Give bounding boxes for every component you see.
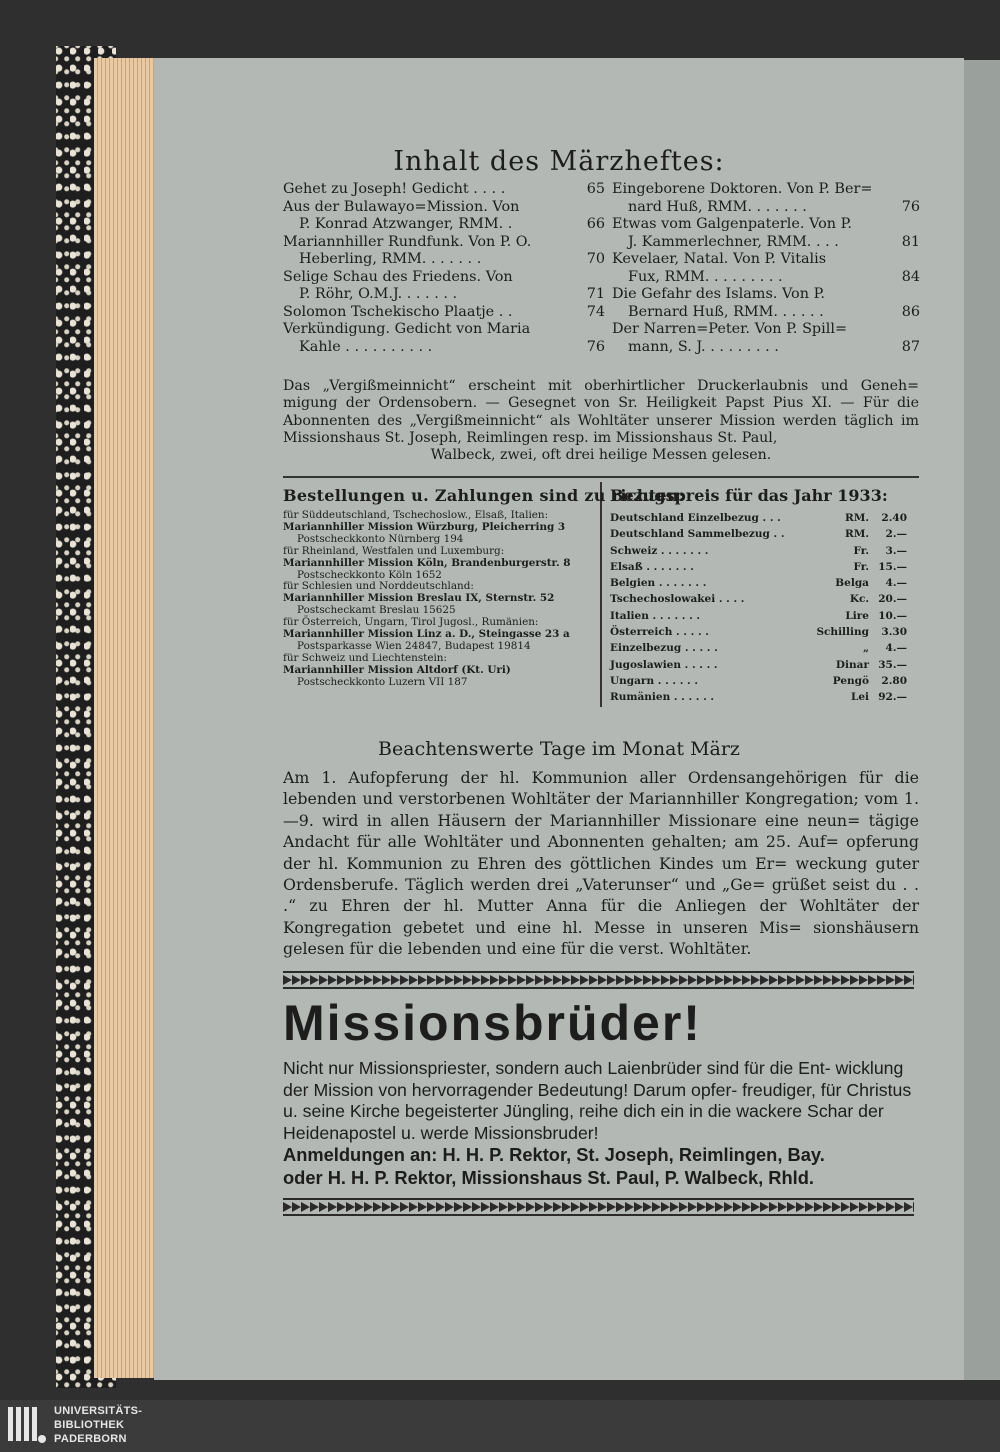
toc-page-number: 70 — [586, 251, 605, 267]
toc-entry-line — [612, 251, 920, 269]
price-currency: RM. — [844, 528, 869, 541]
price-amount: 10.— — [878, 609, 907, 622]
price-country: Rumänien . . . . . . — [610, 691, 715, 704]
toc-entry-line — [283, 216, 605, 234]
price-country: Jugoslawien . . . . . — [610, 658, 718, 671]
price-amount: 20.— — [878, 593, 907, 606]
price-currency: Fr. — [853, 544, 869, 557]
page-edges — [94, 58, 156, 1378]
order-region: für Österreich, Ungarn, Tirol Jugosl., Rumänien: — [283, 616, 539, 629]
order-address: Mariannhiller Mission Linz a. D., Steingasse 23 a — [283, 628, 570, 641]
price-currency: Belga — [835, 577, 869, 590]
toc-entry-line — [612, 216, 920, 234]
price-country: Elsaß . . . . . . . — [610, 560, 694, 573]
toc-page-number: 86 — [901, 303, 920, 320]
missions-paragraph — [283, 1058, 919, 1189]
toc-entry-line — [283, 321, 605, 339]
order-region: für Schweiz und Liechtenstein: — [283, 651, 447, 664]
toc-entry-text: Aus der Bulawayo=Mission. Von — [283, 198, 520, 215]
price-row — [610, 559, 907, 575]
toc-left-column — [283, 181, 605, 356]
price-amount: 3.30 — [881, 626, 907, 639]
toc-entry-text: Fux, RMM. . . . . . . . . — [628, 268, 783, 285]
price-country: Deutschland Sammelbezug . . — [610, 528, 785, 541]
divider-line — [283, 476, 919, 478]
library-name-line3: PADERBORN — [54, 1433, 127, 1445]
price-country: Belgien . . . . . . . — [610, 577, 707, 590]
toc-entry-text: Eingeborene Doktoren. Von P. Ber= — [612, 181, 873, 197]
days-title: Beachtenswerte Tage im Monat März — [378, 738, 740, 760]
price-country: Tschechoslowakei . . . . — [610, 593, 745, 606]
toc-page-number: 84 — [901, 268, 920, 285]
university-library-logo-icon — [6, 1405, 48, 1447]
order-address: Mariannhiller Mission Altdorf (Kt. Uri) — [283, 663, 511, 676]
toc-entry-text: Selige Schau des Friedens. Von — [283, 268, 513, 285]
price-row — [610, 640, 907, 656]
toc-page-number: 65 — [586, 181, 605, 197]
toc-entry-line — [283, 339, 605, 357]
order-region: für Rheinland, Westfalen und Luxemburg: — [283, 544, 505, 557]
toc-right-column — [612, 181, 920, 356]
ornament-border-top — [283, 971, 914, 989]
intro-last-line: Walbeck, zwei, oft drei heilige Messen gelesen. — [430, 447, 772, 464]
toc-entry-text: Mariannhiller Rundfunk. Von P. O. — [283, 233, 532, 250]
toc-entry-line — [612, 234, 920, 252]
price-row — [610, 510, 907, 526]
price-row — [610, 624, 907, 640]
price-row — [610, 689, 907, 705]
column-divider — [600, 482, 602, 707]
toc-entry-line — [283, 286, 605, 304]
price-row — [610, 591, 907, 607]
toc-title: Inhalt des Märzheftes: — [393, 146, 725, 177]
missions-heading: Missionsbrüder! — [283, 995, 702, 1051]
order-region: für Süddeutschland, Tschechoslow., Elsaß, Italien: — [283, 509, 549, 521]
toc-page-number: 81 — [901, 233, 920, 250]
price-currency: Lire — [845, 609, 869, 622]
document-page — [154, 58, 964, 1380]
footer-bar — [0, 1400, 1000, 1452]
toc-page-number: 76 — [586, 338, 605, 355]
price-amount: 4.— — [885, 642, 907, 655]
price-amount: 15.— — [878, 560, 907, 573]
toc-entry-line — [283, 269, 605, 287]
toc-entry-text: P. Röhr, O.M.J. . . . . . . — [299, 286, 458, 302]
price-row — [610, 543, 907, 559]
library-name — [54, 1404, 142, 1446]
days-paragraph: Am 1. Aufopferung der hl. Kommunion aller Ordensangehörigen für die lebenden und verstorbenen Wohltäter der Mariannhiller Kongregation; vom 1.—9. wird in allen Häusern der Mariannhiller Missionare eine neun= tägige Andacht für alle Wohltäter und Abonnenten gehalten; am 25. Auf= opferung der hl. Kommunion zu Ehren des göttlichen Kindes um Er= weckung guter Ordensberufe. Täglich werden drei „Vaterunser“ und „Ge= grüßet seist du . . .“ zu Ehren der hl. Mutter Anna für die Anliegen der Wohltäter der Kongregation gebetet und eine hl. Messe in unseren Mis= sionshäusern gelesen für die lebenden und eine für die verst. Wohltäter. — [283, 768, 919, 959]
ornament-border-bottom — [283, 1198, 914, 1216]
price-amount: 3.— — [885, 544, 907, 557]
price-currency: Dinar — [835, 658, 869, 671]
price-row — [610, 673, 907, 689]
price-currency: Lei — [850, 691, 869, 704]
toc-entry-text: Etwas vom Galgenpaterle. Von P. — [612, 216, 852, 232]
price-currency: Schilling — [816, 626, 869, 639]
toc-entry-line — [612, 269, 920, 287]
toc-entry-line — [283, 304, 605, 322]
toc-entry-text: nard Huß, RMM. . . . . . . — [628, 198, 807, 215]
intro-text: Das „Vergißmeinnicht“ erscheint mit oberhirtlicher Druckerlaubnis und Geneh= migung der Ordensobern. — Gesegnet von Sr. Heiligkeit Papst Pius XI. — Für die Abonnenten des „Vergißmeinnicht“ als Wohltäter unserer Mission werden täglich im Missionshaus St. Joseph, Reimlingen resp. im Missionshaus St. Paul, — [283, 378, 919, 446]
price-currency: Fr. — [853, 560, 869, 573]
order-account: Postscheckkonto Luzern VII 187 — [297, 675, 468, 688]
orders-list — [283, 510, 593, 689]
prices-title: Bezugspreis für das Jahr 1933: — [610, 486, 888, 505]
library-name-line2: BIBLIOTHEK — [54, 1419, 125, 1431]
toc-page-number: 87 — [901, 338, 920, 355]
toc-entry-text: Kahle . . . . . . . . . . — [299, 338, 433, 355]
order-account: Postscheckamt Breslau 15625 — [297, 604, 456, 617]
toc-entry-text: Heberling, RMM. . . . . . . — [299, 251, 482, 267]
missions-contact-2: oder H. H. P. Rektor, Missionshaus St. Paul, P. Walbeck, Rhld. — [283, 1166, 814, 1188]
price-amount: 2.40 — [881, 512, 907, 524]
price-currency: „ — [862, 642, 869, 655]
library-name-line1: UNIVERSITÄTS- — [54, 1405, 143, 1417]
toc-page-number: 71 — [586, 286, 605, 302]
price-country: Ungarn . . . . . . — [610, 674, 698, 687]
toc-entry-text: Solomon Tschekischo Plaatje . . — [283, 303, 513, 320]
price-country: Deutschland Einzelbezug . . . — [610, 512, 781, 524]
toc-page-number: 74 — [586, 303, 605, 320]
prices-table — [610, 510, 907, 706]
toc-entry-text: Die Gefahr des Islams. Von P. — [612, 286, 825, 302]
missions-contact-1: Anmeldungen an: H. H. P. Rektor, St. Joseph, Reimlingen, Bay. — [283, 1144, 825, 1165]
toc-entry-line — [283, 251, 605, 269]
price-row — [610, 608, 907, 624]
toc-entry-line — [283, 199, 605, 217]
price-currency: RM. — [844, 512, 869, 524]
toc-entry-line — [612, 181, 920, 199]
price-row — [610, 526, 907, 542]
orders-title: Bestellungen u. Zahlungen sind zu richten: — [283, 486, 685, 505]
toc-entry-text: Bernard Huß, RMM. . . . . . — [628, 303, 824, 320]
order-account: Postscheckkonto Nürnberg 194 — [297, 532, 464, 545]
order-address: Mariannhiller Mission Würzburg, Pleicherring 3 — [283, 520, 566, 533]
toc-entry-line — [612, 321, 920, 339]
intro-paragraph — [283, 378, 919, 464]
toc-entry-line — [283, 234, 605, 252]
price-row — [610, 657, 907, 673]
order-account: Postsparkasse Wien 24847, Budapest 19814 — [297, 639, 531, 652]
order-account: Postscheckkonto Köln 1652 — [297, 568, 442, 581]
price-currency: Kc. — [849, 593, 869, 606]
toc-entry-text: mann, S. J. . . . . . . . . — [628, 338, 779, 355]
toc-entry-text: Verkündigung. Gedicht von Maria — [283, 321, 531, 337]
price-amount: 2.— — [885, 528, 907, 541]
price-country: Italien . . . . . . . — [610, 609, 701, 622]
price-country: Schweiz . . . . . . . — [610, 544, 709, 557]
order-address: Mariannhiller Mission Köln, Brandenburgerstr. 8 — [283, 556, 571, 569]
price-currency: Pengö — [832, 674, 869, 687]
price-row — [610, 575, 907, 591]
toc-page-number: 66 — [586, 216, 605, 232]
toc-entry-line — [612, 286, 920, 304]
price-amount: 4.— — [885, 577, 907, 590]
missions-body: Nicht nur Missionspriester, sondern auch Laienbrüder sind für die Ent- wicklung der Mission von hervorragender Bedeutung! Darum opfer- freudiger, für Christus u. seine Kirche begeisterter Jüngling, reihe dich ein in die wackere Schar der Heidenapostel u. werde Missionsbruder! — [283, 1058, 912, 1143]
price-country: Österreich . . . . . — [610, 626, 709, 639]
toc-entry-line — [612, 339, 920, 357]
order-region: für Schlesien und Norddeutschland: — [283, 580, 474, 593]
toc-entry-line — [612, 199, 920, 217]
price-amount: 35.— — [878, 658, 907, 671]
toc-entry-text: Kevelaer, Natal. Von P. Vitalis — [612, 251, 827, 267]
toc-entry-line — [612, 304, 920, 322]
toc-entry-line — [283, 181, 605, 199]
price-amount: 92.— — [878, 691, 907, 704]
toc-page-number: 76 — [901, 198, 920, 215]
toc-entry-text: Gehet zu Joseph! Gedicht . . . . — [283, 181, 506, 197]
toc-entry-text: J. Kammerlechner, RMM. . . . — [628, 233, 839, 250]
order-address: Mariannhiller Mission Breslau IX, Sternstr. 52 — [283, 592, 555, 605]
next-page-edge — [962, 60, 1000, 1380]
price-amount: 2.80 — [881, 674, 907, 687]
price-country: Einzelbezug . . . . . — [610, 642, 718, 655]
toc-entry-text: Der Narren=Peter. Von P. Spill= — [612, 321, 848, 337]
toc-entry-text: P. Konrad Atzwanger, RMM. . — [299, 216, 513, 232]
